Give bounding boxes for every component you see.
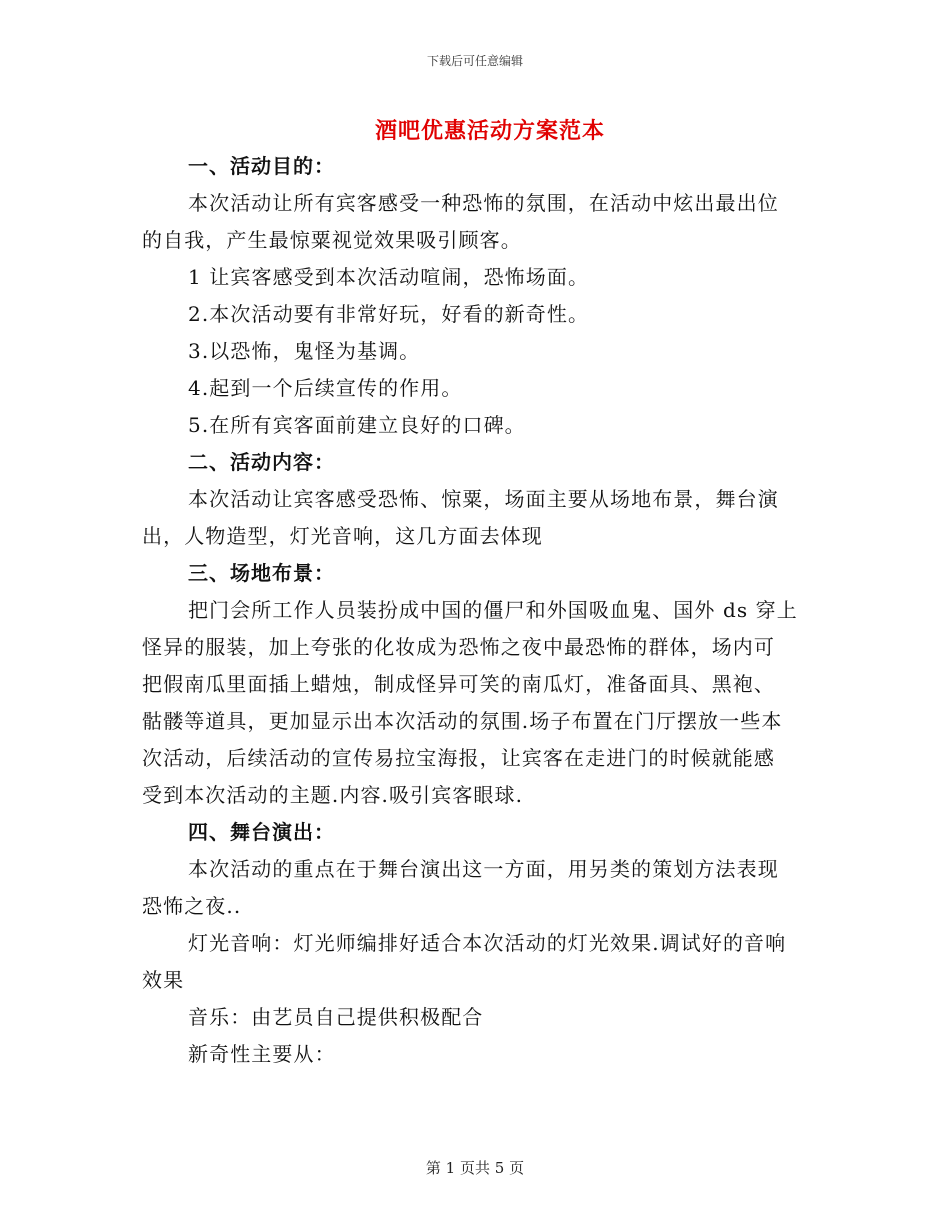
paragraph-line: 把假南瓜里面插上蜡烛，制成怪异可笑的南瓜灯，准备面具、黑袍、 [142,672,775,696]
header-note: 下载后可任意编辑 [426,54,523,68]
section-heading-purpose: 一、活动目的： [188,154,335,178]
section-heading-venue: 三、场地布景： [188,561,335,585]
paragraph-line: 出，人物造型，灯光音响，这几方面去体现 [142,524,543,548]
paragraph-line: 本次活动的重点在于舞台演出这一方面，用另类的策划方法表现 [188,857,779,881]
paragraph-line: 受到本次活动的主题.内容.吸引宾客眼球. [142,783,524,807]
section-heading-content: 二、活动内容： [188,450,335,474]
page-number: 第 1 页共 5 页 [425,1159,525,1177]
paragraph-line: 本次活动让宾客感受恐怖、惊粟，场面主要从场地布景，舞台演 [188,487,779,511]
list-item: 1 让宾客感受到本次活动喧闹，恐怖场面。 [188,265,590,289]
paragraph-line: 音乐：由艺员自己提供积极配合 [188,1005,484,1029]
section-heading-stage: 四、舞台演出： [188,820,335,844]
list-item: 2.本次活动要有非常好玩，好看的新奇性。 [188,302,590,326]
paragraph-line: 灯光音响：灯光师编排好适合本次活动的灯光效果.调试好的音响 [188,931,787,955]
document-title: 酒吧优惠活动方案范本 [374,118,605,144]
paragraph-line: 把门会所工作人员装扮成中国的僵尸和外国吸血鬼、国外 ds 穿上 [188,598,798,622]
paragraph-line: 的自我，产生最惊粟视觉效果吸引顾客。 [142,228,522,252]
paragraph-line: 本次活动让所有宾客感受一种恐怖的氛围，在活动中炫出最出位 [188,191,779,215]
paragraph-line: 新奇性主要从： [188,1042,336,1066]
document-body [142,148,814,1073]
paragraph-line: 骷髅等道具，更加显示出本次活动的氛围.场子布置在门厅摆放一些本 [142,709,783,733]
list-item: 5.在所有宾客面前建立良好的口碑。 [188,413,526,437]
list-item: 4.起到一个后续宣传的作用。 [188,376,463,400]
paragraph-line: 怪异的服装，加上夸张的化妆成为恐怖之夜中最恐怖的群体，场内可 [142,635,775,659]
paragraph-line: 次活动，后续活动的宣传易拉宝海报，让宾客在走进门的时候就能感 [142,746,775,770]
paragraph-line: 恐怖之夜.. [142,894,242,918]
list-item: 3.以恐怖，鬼怪为基调。 [188,339,421,363]
paragraph-line: 效果 [142,968,185,992]
